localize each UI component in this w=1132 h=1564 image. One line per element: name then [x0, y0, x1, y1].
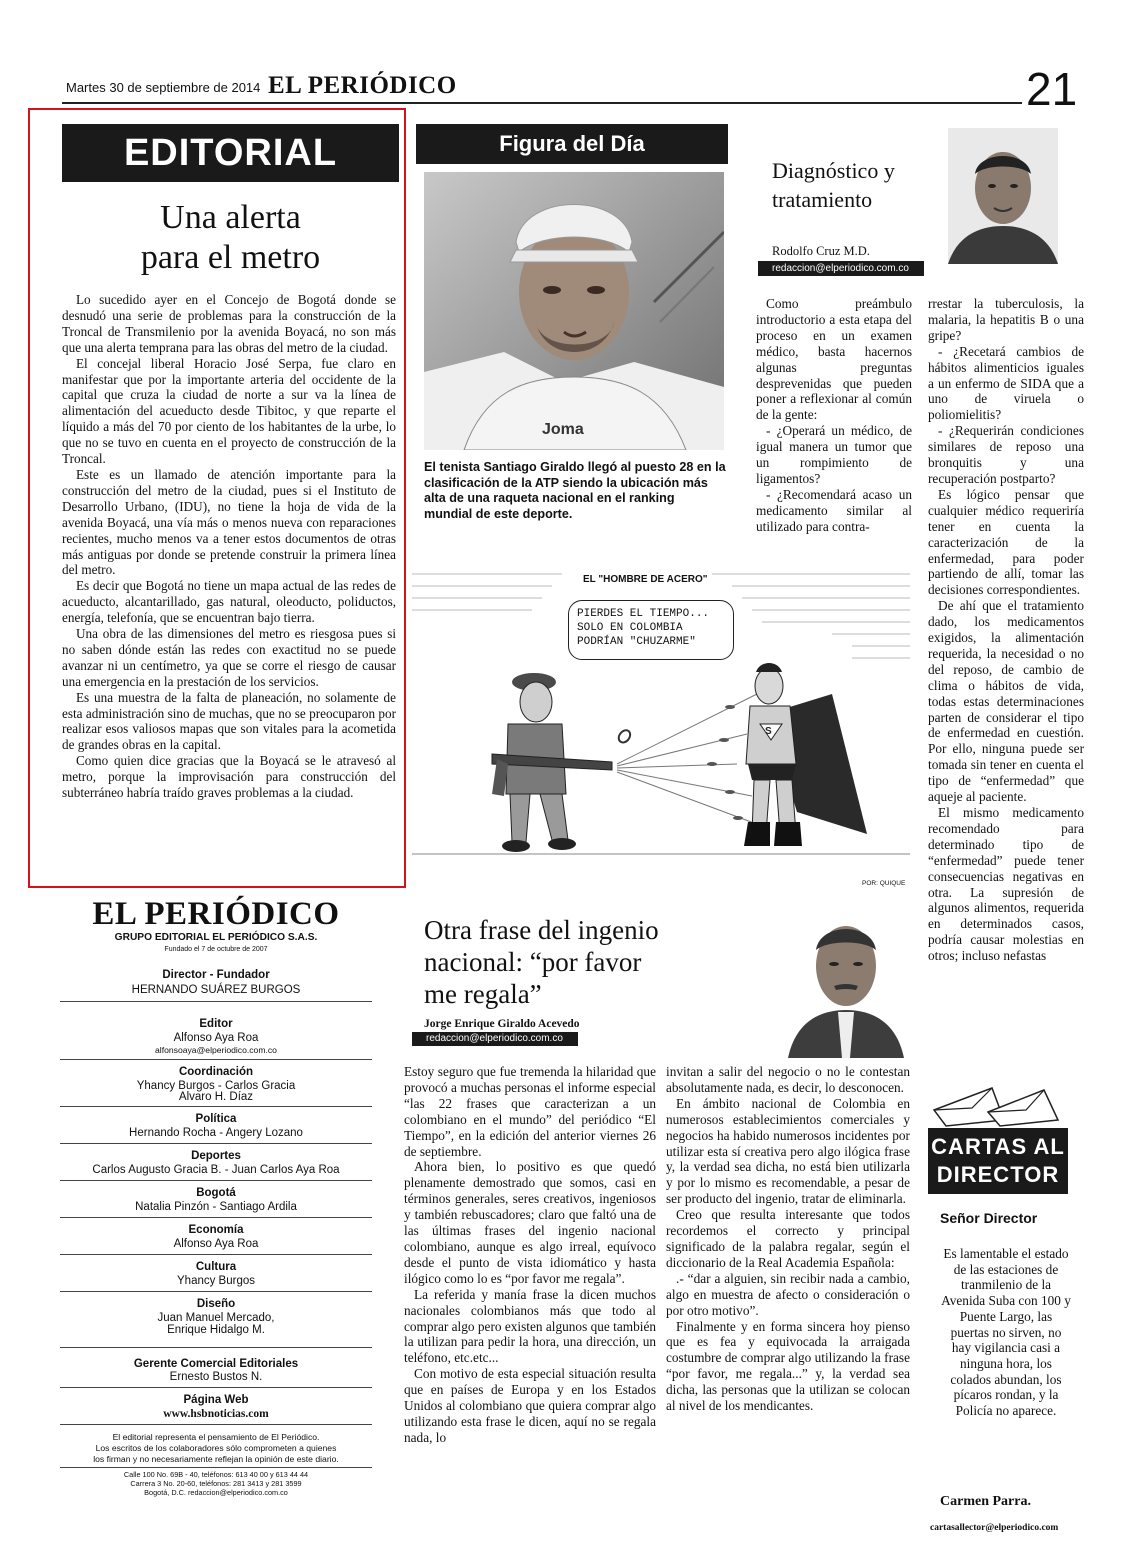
otra-frase-title-line: me regala”: [424, 979, 542, 1009]
otra-frase-paragraph: Finalmente y en forma sincera hoy pienso que es fea y equivocada la arraigada costumbre de comprar algo utilizando la frase “por favor, me regala...” y, la verdad sea dicha, las personas que la utilizan se colocan al nivel de los mendicantes.: [666, 1318, 910, 1414]
masthead-economia: Alfonso Aya Roa: [173, 1238, 259, 1250]
masthead-director-label: Director - Fundador: [162, 969, 270, 981]
editorial-paragraph: Es decir que Bogotá no tiene un mapa actual de las redes de acueducto, alcantarillado, gas natural, oleoducto, poliductos, energía, telefonía, que se encuentran bajo tierra.: [62, 578, 396, 626]
header-date: Martes 30 de septiembre de 2014: [66, 80, 261, 95]
cartoon-speech-bubble: [568, 600, 734, 660]
bubble-line: PIERDES EL TIEMPO...: [577, 608, 710, 620]
diagnostico-paragraph: El mismo medicamento recomendado para determinado tipo de “enfermedad” puede tener consecuencias negativas en otra. La supresión de algunos alimentos, requerida en determinados casos, podría causar molestias en otros; incluso nefastas: [928, 805, 1084, 964]
header-logo: EL PERIÓDICO: [268, 72, 457, 99]
masthead-politica-label: Política: [195, 1113, 237, 1125]
masthead-divider: [60, 1424, 372, 1425]
bubble-line: PODRÍAN "CHUZARME": [577, 636, 696, 648]
diagnostico-author: Rodolfo Cruz M.D.: [772, 244, 870, 258]
otra-frase-column-2: [666, 1064, 910, 1414]
masthead-coord-label: Coordinación: [178, 1066, 254, 1078]
masthead-editor-email[interactable]: alfonsoaya@elperiodico.com.co: [155, 1045, 277, 1055]
masthead-divider: [60, 1217, 372, 1218]
masthead-founded: Fundado el 7 de octubre de 2007: [164, 946, 268, 953]
masthead-logo: EL PERIÓDICO: [92, 896, 340, 932]
editorial-title-line1: Una alerta: [160, 199, 301, 236]
cartoon-title: EL "HOMBRE DE ACERO": [583, 574, 708, 585]
otra-frase-paragraph: En ámbito nacional de Colombia en numerosos establecimientos comerciales y negocios ha habido numerosos incidentes por utilizar esta sí creativa pero algo ilógica frase y, la verdad sea dicha, no está bien utilizarla y por lo mismo es recomendable, a pesar de ser producto del ingenio, tratar de eliminarla.: [666, 1095, 910, 1207]
editorial-title-line2: para el metro: [140, 239, 321, 276]
otra-frase-email[interactable]: redaccion@elperiodico.com.co: [412, 1032, 578, 1046]
otra-frase-column-1: [404, 1064, 656, 1446]
masthead-gerente: Ernesto Bustos N.: [169, 1371, 263, 1383]
masthead-coord: Yhancy Burgos - Carlos Gracia: [136, 1080, 296, 1092]
header-rule: [62, 102, 1022, 104]
masthead-address: Calle 100 No. 69B - 40, teléfonos: 613 40 00 y 613 44 44: [123, 1470, 309, 1479]
masthead-cultura-label: Cultura: [195, 1261, 237, 1273]
otra-frase-paragraph: Con motivo de esta especial situación resulta que en países de Europa y en los Estados Unidos al colombiano que quiera comprar algo utilizando esta frase le dicen, aquí no se regala nada, lo: [404, 1366, 656, 1445]
masthead-economia-label: Economía: [188, 1224, 244, 1236]
cartas-salutation: Señor Director: [940, 1210, 1038, 1226]
diagnostico-title-line1: Diagnóstico y: [772, 158, 895, 183]
otra-frase-title-line: nacional: “por favor: [424, 947, 642, 977]
masthead-divider: [60, 1143, 372, 1144]
masthead-politica: Hernando Rocha - Angery Lozano: [129, 1127, 303, 1139]
cartas-banner-line: CARTAS AL: [931, 1134, 1065, 1159]
masthead-web-link[interactable]: www.hsbnoticias.com: [163, 1408, 269, 1420]
masthead-editor-label: Editor: [199, 1018, 233, 1030]
editorial-paragraph: Este es un llamado de atención importante para la construcción del metro de la ciudad, pues si el Instituto de Desarrollo Urbano, (IDU), no tiene la hoja de vida de la avenida Boyacá, una vía más o menos nueva con reparaciones recientes, mucho menos va a tener estos documentos de otras más antiguas por donde se pretende construir la primera línea del metro.: [62, 466, 396, 578]
otra-frase-title-line: Otra frase del ingenio: [424, 915, 659, 945]
figura-banner: Figura del Día: [416, 124, 728, 164]
editorial-body: [62, 292, 396, 801]
editorial-title: [62, 198, 399, 278]
masthead-divider: [60, 1291, 372, 1292]
otra-frase-paragraph: La referida y manía frase la dicen muchos nacionales colombianos más que todo al comprar algo pero existen algunos que también la utilizan para pedir la hora, una dirección, un teléfono, etc.etc...: [404, 1286, 656, 1366]
masthead-gerente-label: Gerente Comercial Editoriales: [133, 1358, 299, 1370]
diagnostico-email[interactable]: redaccion@elperiodico.com.co: [758, 261, 924, 276]
masthead-deportes-label: Deportes: [191, 1150, 241, 1162]
bubble-line: SOLO EN COLOMBIA: [577, 622, 683, 634]
page-number: 21: [1026, 63, 1078, 115]
diagnostico-column-2: [928, 296, 1084, 964]
editorial-paragraph: Una obra de las dimensiones del metro es riesgosa pues si no saben dónde están las redes con exactitud no se puede avanzar ni un centímetro, ya que se corre el riesgo de causar una emergencia en la prestación de los servicios.: [62, 626, 396, 689]
masthead-bogota-label: Bogotá: [196, 1187, 236, 1199]
diagnostico-paragraph: Es lógico pensar que cualquier médico requeriría tener en cuenta la caracterización de la enfermedad, para poder partiendo de allí, tomar las decisiones correspondientes.: [928, 486, 1084, 598]
masthead-editor: Alfonso Aya Roa: [173, 1032, 259, 1044]
cartoon-credit: POR: QUIQUE: [862, 880, 906, 887]
masthead-group: GRUPO EDITORIAL EL PERIÓDICO S.A.S.: [114, 932, 318, 943]
masthead-diseno: Juan Manuel Mercado,: [157, 1312, 275, 1324]
masthead-cultura: Yhancy Burgos: [177, 1275, 255, 1287]
otra-frase-paragraph: Creo que resulta interesante que todos recordemos el correcto y principal significado de la palabra regalar, según el diccionario de la Real Academia Española:: [666, 1207, 910, 1270]
diagnostico-title-line2: tratamiento: [772, 187, 873, 212]
masthead-address: Bogotá, D.C. redaccion@elperiodico.com.co: [144, 1488, 288, 1497]
masthead-divider: [60, 1254, 372, 1255]
editorial-paragraph: Como quien dice gracias que la Boyacá se le atravesó al metro, porque la improvisación para construcción del subterráneo habría traído graves problemas a la ciudad.: [62, 753, 396, 801]
otra-frase-author: Jorge Enrique Giraldo Acevedo: [424, 1018, 580, 1030]
masthead-divider: [60, 1347, 372, 1348]
masthead-diseno-label: Diseño: [196, 1298, 236, 1310]
otra-frase-title: [424, 914, 714, 1010]
svg-text:S: S: [765, 726, 772, 737]
diagnostico-paragraph: - ¿Requerirán condiciones similares de reposo una bronquitis y una recuperación postparto?: [928, 423, 1084, 486]
masthead-divider: [60, 1059, 372, 1060]
masthead-address: Carrera 3 No. 20-60, teléfonos: 281 3413 y 281 3599: [130, 1479, 302, 1488]
diagnostico-column-1: [756, 296, 912, 535]
masthead-divider: [60, 1387, 372, 1388]
author-photo: [788, 900, 904, 1058]
masthead-disclaimer: El editorial representa el pensamiento de El Periódico.: [112, 1432, 320, 1442]
diagnostico-paragraph: - ¿Operará un médico, de igual manera un tumor que un rompimiento de ligamentos?: [756, 423, 912, 486]
tennis-player-photo: [424, 172, 724, 450]
diagnostico-paragraph: - ¿Recetará cambios de hábitos alimenticios iguales a un enfermo de SIDA que a uno de viruela o poliomielitis?: [928, 343, 1084, 423]
editorial-paragraph: Es una muestra de la falta de planeación, no solamente de esta administración sino de muchas, que no se preocuparon por realizar esos valiosos mapas que son vitales para la acometida de grandes obras en la capital.: [62, 689, 396, 753]
diagnostico-title: [772, 156, 895, 214]
masthead-divider: [60, 1180, 372, 1181]
envelope-icon: [928, 1082, 1068, 1128]
masthead-divider: [60, 1106, 372, 1107]
cartas-banner-line: DIRECTOR: [936, 1162, 1060, 1187]
masthead-director: HERNANDO SUÁREZ BURGOS: [131, 984, 301, 996]
editorial-paragraph: El concejal liberal Horacio José Serpa, fue claro en manifestar que por la importante arteria del occidente de la capital que cruza la ciudad de norte a sur va la línea de alimentación del acueducto desde Tibitoc, y que reparte el líquido a más del 70 por ciento de los habitantes de la urbe, lo que no se tuvo en cuenta en el proyecto de construcción de la Troncal.: [62, 355, 396, 467]
diagnostico-paragraph: De ahí que el tratamiento dado, los medicamentos exigidos, la alimentación requerida, la necesidad o no del reposo, de cambio de clima o hábitos de vida, todas estas determinaciones parten de considerar el tipo de enfermedad en cuestión. Por ello, ninguna puede ser tomada sin tener en cuenta el tipo de “enfermedad” que aqueje al paciente.: [928, 598, 1084, 805]
cartas-signature: Carmen Parra.: [940, 1494, 1031, 1509]
diagnostico-paragraph: - ¿Recomendará acaso un medicamento similar al utilizado para contra-: [756, 486, 912, 534]
masthead-web-label: Página Web: [183, 1394, 249, 1406]
masthead-disclaimer: Los escritos de los colaboradores sólo comprometen a quienes: [95, 1443, 337, 1453]
masthead-bogota: Natalia Pinzón - Santiago Ardila: [135, 1201, 297, 1213]
masthead-disclaimer: los firman y no necesariamente reflejan la opinión de este diario.: [93, 1454, 339, 1464]
masthead-coord: Alvaro H. Díaz: [178, 1091, 254, 1103]
otra-frase-paragraph: Ahora bien, lo positivo es que quedó plenamente demostrado que somos, casi en términos generales, seres creativos, ingeniosos y también rebuscadores; claro que faltó una de las últimas frases del ingenio nacional colombiano, aunque es algo irreal, equívoco desde el punto de vista idiomático y hasta ilógico como lo es “por favor me regala”.: [404, 1159, 656, 1286]
cartas-banner: [928, 1128, 1068, 1194]
otra-frase-paragraph: .- “dar a alguien, sin recibir nada a cambio, algo en muestra de afecto o consideración o por otro motivo”.: [666, 1270, 910, 1318]
masthead-deportes: Carlos Augusto Gracia B. - Juan Carlos Aya Roa: [92, 1164, 340, 1176]
cartas-email[interactable]: cartasallector@elperiodico.com: [930, 1523, 1059, 1533]
masthead-divider: [60, 1001, 372, 1002]
otra-frase-paragraph: Estoy seguro que fue tremenda la hilaridad que provocó a muchas personas el informe especial “las 22 frases que caracterizan a un colombiano en el mundo” del periódico “El Tiempo”, en la edición del anterior viernes 26 de septiembre.: [404, 1064, 656, 1159]
otra-frase-paragraph: invitan a salir del negocio o no le contestan absolutamente nada, es decir, lo desconocen.: [666, 1064, 910, 1095]
cartas-body: Es lamentable el estado de las estaciones de tranmilenio de la Avenida Suba con 100 y Puente Largo, las puertas no sirven, no hay vigilancia casi a ninguna hora, los colados abundan, los pícaros rondan, y la Policía no aparece.: [941, 1246, 1071, 1419]
shirt-logo: Joma: [542, 421, 584, 438]
editorial-banner: EDITORIAL: [62, 124, 399, 182]
diagnostico-paragraph: Como preámbulo introductorio a esta etapa del proceso en un examen médico, basta hacernos algunas preguntas desprevenidas que pueden poner a reflexionar al común de la gente:: [756, 296, 912, 423]
figura-caption: El tenista Santiago Giraldo llegó al puesto 28 en la clasificación de la ATP siendo la ubicación más alta de una raqueta nacional en el ranking mundial de este deporte.: [424, 460, 726, 521]
diagnostico-paragraph: rrestar la tuberculosis, la malaria, la hepatitis B o una gripe?: [928, 296, 1084, 343]
masthead-diseno: Enrique Hidalgo M.: [167, 1324, 265, 1336]
editorial-paragraph: Lo sucedido ayer en el Concejo de Bogotá donde se desnudó una serie de problemas para la construcción de la Troncal de Transmilenio por la avenida Boyacá, no son más que una alerta temprana para las obras del metro de la ciudad.: [62, 292, 396, 355]
masthead-divider: [60, 1467, 372, 1468]
columnist-photo: [948, 128, 1058, 264]
